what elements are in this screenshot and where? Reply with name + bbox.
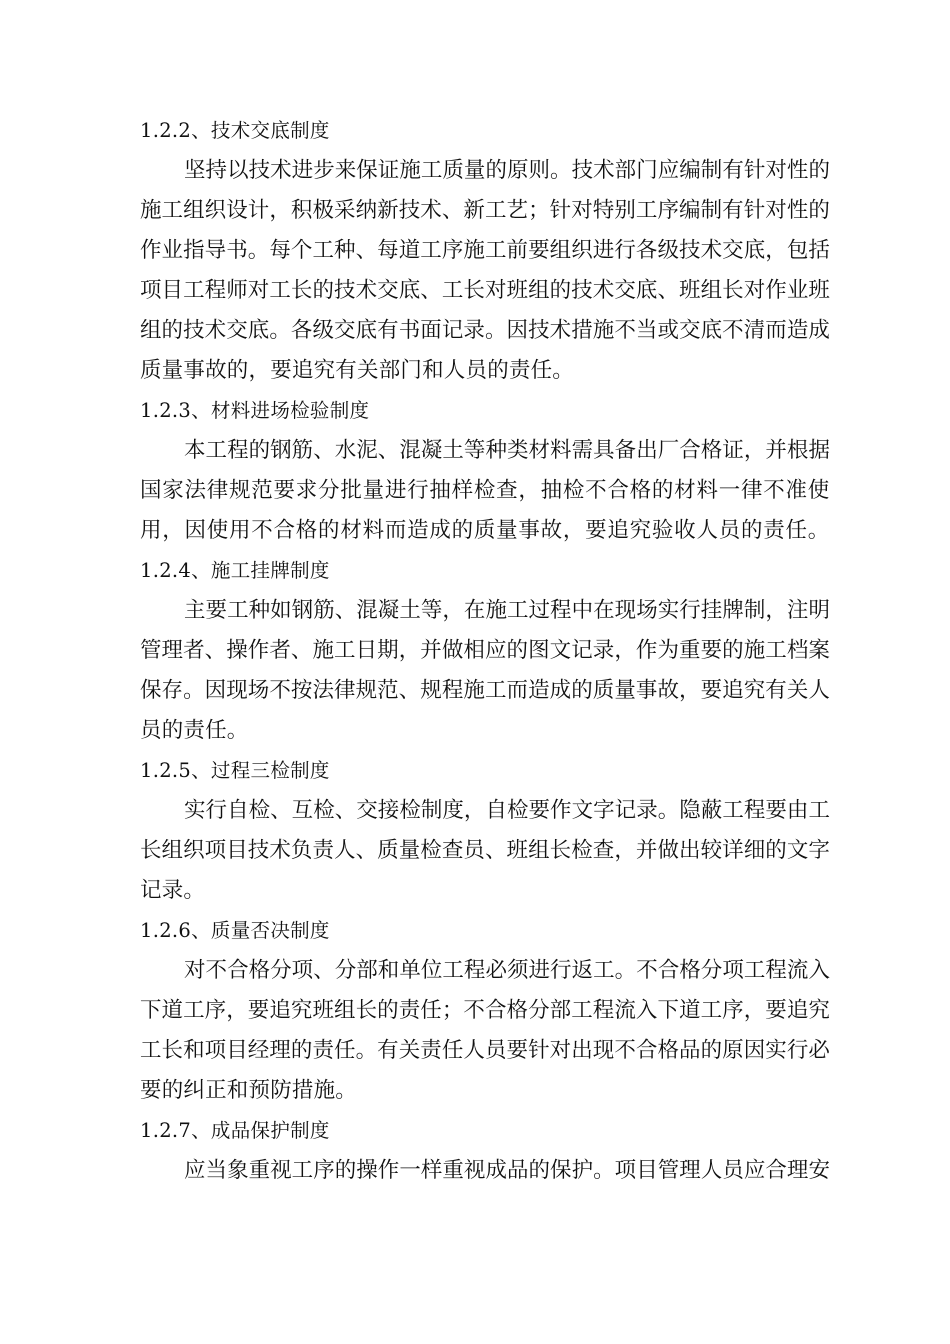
section-three-inspections bbox=[140, 751, 830, 911]
paragraph-line: 主要工种如钢筋、混凝土等，在施工过程中在现场实行挂牌制，注明 bbox=[184, 598, 830, 623]
paragraph-line: 组的技术交底。各级交底有书面记录。因技术措施不当或交底不清而造成 bbox=[140, 318, 830, 343]
section-heading: 1.2.5、过程三检制度 bbox=[140, 759, 330, 782]
paragraph-line: 作业指导书。每个工种、每道工序施工前要组织进行各级技术交底，包括 bbox=[140, 238, 830, 263]
section-product-protection bbox=[140, 1111, 830, 1191]
paragraph-line: 质量事故的，要追究有关部门和人员的责任。 bbox=[140, 358, 575, 383]
section-construction-tagging bbox=[140, 551, 830, 751]
paragraph-line: 要的纠正和预防措施。 bbox=[140, 1078, 358, 1103]
paragraph-line: 保存。因现场不按法律规范、规程施工而造成的质量事故，要追究有关人 bbox=[140, 678, 830, 703]
paragraph-line: 对不合格分项、分部和单位工程必须进行返工。不合格分项工程流入 bbox=[184, 958, 830, 983]
section-heading: 1.2.6、质量否决制度 bbox=[140, 919, 330, 942]
paragraph-line: 管理者、操作者、施工日期，并做相应的图文记录，作为重要的施工档案 bbox=[140, 638, 830, 663]
paragraph-line: 施工组织设计，积极采纳新技术、新工艺；针对特别工序编制有针对性的 bbox=[140, 198, 830, 223]
section-paragraph bbox=[140, 791, 830, 911]
paragraph-line: 本工程的钢筋、水泥、混凝土等种类材料需具备出厂合格证，并根据 bbox=[184, 438, 830, 463]
paragraph-line: 坚持以技术进步来保证施工质量的原则。技术部门应编制有针对性的 bbox=[184, 158, 830, 183]
paragraph-line: 长组织项目技术负责人、质量检查员、班组长检查，并做出较详细的文字 bbox=[140, 838, 830, 863]
section-paragraph bbox=[140, 591, 830, 751]
section-paragraph bbox=[140, 431, 830, 551]
section-tech-briefing bbox=[140, 111, 830, 391]
paragraph-line: 用，因使用不合格的材料而造成的质量事故，要追究验收人员的责任。 bbox=[140, 518, 830, 543]
section-material-inspection bbox=[140, 391, 830, 551]
section-heading: 1.2.2、技术交底制度 bbox=[140, 119, 330, 142]
paragraph-line: 工长和项目经理的责任。有关责任人员要针对出现不合格品的原因实行必 bbox=[140, 1038, 830, 1063]
paragraph-line: 员的责任。 bbox=[140, 718, 249, 743]
section-quality-veto bbox=[140, 911, 830, 1111]
section-heading: 1.2.3、材料进场检验制度 bbox=[140, 399, 370, 422]
paragraph-line: 记录。 bbox=[140, 878, 206, 903]
section-heading: 1.2.4、施工挂牌制度 bbox=[140, 559, 330, 582]
section-paragraph bbox=[140, 151, 830, 391]
document-body bbox=[140, 111, 830, 1191]
section-heading: 1.2.7、成品保护制度 bbox=[140, 1119, 330, 1142]
paragraph-line: 项目工程师对工长的技术交底、工长对班组的技术交底、班组长对作业班 bbox=[140, 278, 830, 303]
section-paragraph bbox=[140, 951, 830, 1111]
paragraph-line: 国家法律规范要求分批量进行抽样检查，抽检不合格的材料一律不准使 bbox=[140, 478, 830, 503]
paragraph-line: 应当象重视工序的操作一样重视成品的保护。项目管理人员应合理安 bbox=[184, 1158, 830, 1183]
section-paragraph bbox=[140, 1151, 830, 1191]
paragraph-line: 下道工序，要追究班组长的责任；不合格分部工程流入下道工序，要追究 bbox=[140, 998, 830, 1023]
paragraph-line: 实行自检、互检、交接检制度，自检要作文字记录。隐蔽工程要由工 bbox=[184, 798, 830, 823]
